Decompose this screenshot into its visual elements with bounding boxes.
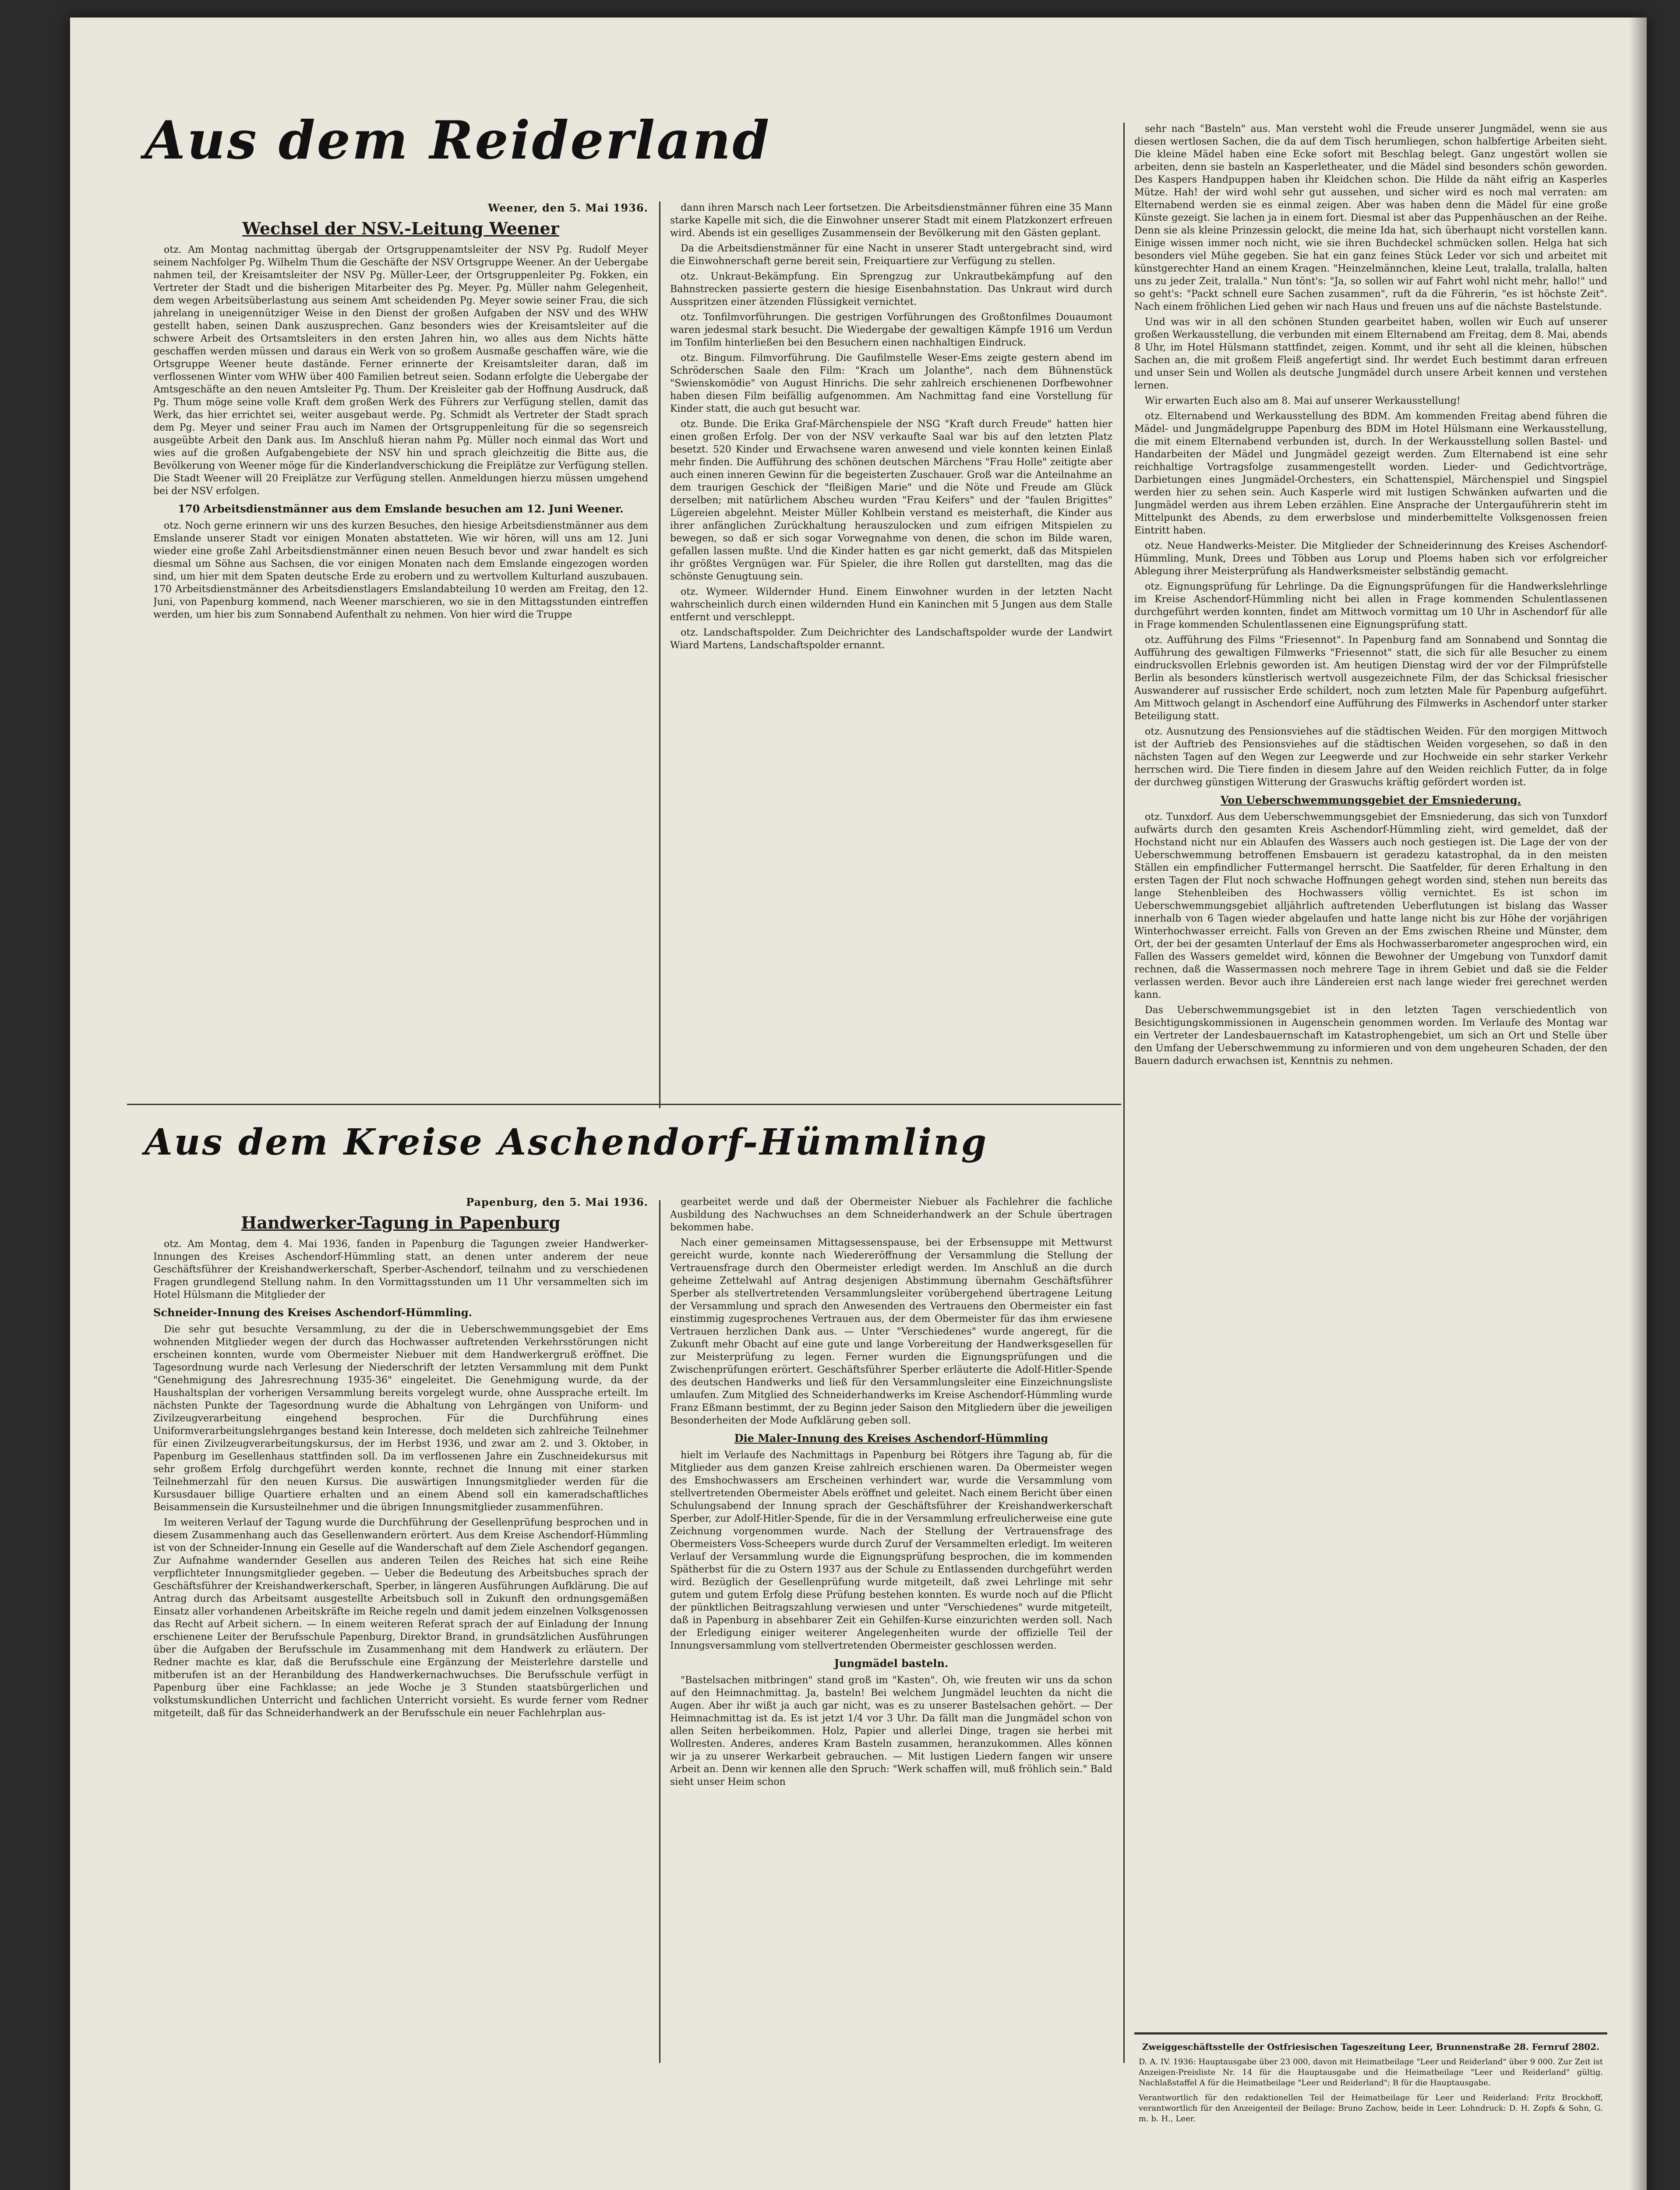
section-masthead-reiderland: Aus dem Reiderland bbox=[145, 110, 771, 171]
column-2-top bbox=[670, 201, 1112, 1099]
column-rule bbox=[659, 201, 660, 1108]
imprint-box bbox=[1139, 2041, 1603, 2186]
imprint-line: D. A. IV. 1936: Hauptausgabe über 23 000, davon mit Heimatbeilage "Leer und Reiderland" über 9 000. Zur Zeit ist Anzeigen-Preisliste Nr. 14 für die Hauptausgabe und die Heimatbeilage "Leer und Reiderland" gültig. Nachlaßstaffel A für die Heimatbeilage "Leer und Reiderland"; B für die Hauptausgabe. bbox=[1139, 2057, 1603, 2088]
news-item: otz. Unkraut-Bekämpfung. Ein Sprengzug zur Unkrautbekämpfung auf den Bahnstrecken passierte gestern die hiesige Eisenbahnstation. Das Unkraut wird durch Ausspritzen einer ätzenden Flüssigkeit vernichtet. bbox=[670, 271, 1112, 307]
article-paragraph: "Bastelsachen mitbringen" stand groß im "Kasten". Oh, wie freuten wir uns da schon auf den Heimnachmittag. Ja, basteln! Bei welchem Jungmädel leuchten da nicht die Augen. Aber ihr wißt ja auch gar nicht, was es zu unserer Bastelsachen gehört. — Der Heimnachmittag ist da. Es ist jetzt 1/4 vor 3 Uhr. Da fällt man die Jungmädel schon von allen Seiten herbeikommen. Holz, Papier und allerlei Dinge, tragen sie herbei mit Wollresten. Anderes, anderes Kram Basteln zusammen, heranzukommen. Alles können wir ja zu unserer Werkarbeit gebrauchen. — Mit lustigen Liedern fangen wir unsere Arbeit an. Denn wir kennen alle den Spruch: "Werk schaffen will, muß fröhlich sein." Bald sieht unser Heim schon bbox=[670, 1675, 1112, 1787]
imprint-line: Verantwortlich für den redaktionellen Teil der Heimatbeilage für Leer und Reiderland: Fritz Brockhoff, verantwortlich für den Anzeigenteil der Beilage: Bruno Zachow, beide in Leer. Lohndruck: D. H. Zopfs & Sohn, G. m. b. H., Leer. bbox=[1139, 2093, 1603, 2123]
column-1-top bbox=[153, 201, 648, 1099]
newspaper-page bbox=[70, 18, 1647, 2190]
column-1-bottom bbox=[153, 1196, 648, 2054]
section-masthead-aschendorf: Aus dem Kreise Aschendorf-Hümmling bbox=[145, 1121, 988, 1163]
article-headline: Wechsel der NSV.-Leitung Weener bbox=[242, 219, 559, 238]
footer-divider bbox=[1134, 2032, 1607, 2035]
article-subheadline: Jungmädel basteln. bbox=[834, 1657, 949, 1670]
article-headline: Handwerker-Tagung in Papenburg bbox=[241, 1213, 561, 1233]
article-paragraph: otz. Tunxdorf. Aus dem Ueberschwemmungsgebiet der Emsniederung, das sich von Tunxdorf aufwärts durch den gesamten Kreis Aschendorf-Hümmling zieht, wird gemeldet, daß der Hochstand nicht nur ein Ablaufen des Wassers auch noch gestiegen ist. Die Lage der von der Ueberschwemmung betroffenen Emsbauern ist geradezu katastrophal, da in den meisten Ställen ein empfindlicher Futtermangel herrscht. Die Saatfelder, für deren Erhaltung in den ersten Tagen der Flut noch schwache Hoffnungen gehegt worden sind, stehen nun bereits das lange Stehenbleiben des Hochwassers völlig vernichtet. Es ist schon im Ueberschwemmungsgebiet alljährlich auftretenden Ueberflutungen ist bislang das Wasser innerhalb von 6 Tagen wieder abgelaufen und hatte lange nicht bis zur Höhe der vorjährigen Winterhochwasser erreicht. Falls von Greven an der Ems zwischen Rheine und Münster, dem Ort, der bei der gesamten Unterlauf der Ems als Hochwasserbarometer angesprochen wird, ein Fallen des Wassers gemeldet wird, können die Bewohner der Umgebung von Tunxdorf damit rechnen, daß die Wassermassen noch mehrere Tage in ihrem Gebiet und daß sie die Felder verlassen werden. Bevor auch ihre Ländereien erst nach lange wieder frei gerechnet werden kann. bbox=[1134, 812, 1607, 1000]
article-paragraph: Im weiteren Verlauf der Tagung wurde die Durchführung der Gesellenprüfung besprochen und in diesem Zusammenhang auch das Gesellenwandern erörtert. Aus dem Kreise Aschendorf-Hümmling ist von der Schneider-Innung ein Geselle auf die Wanderschaft auf dem Ziele Aschendorf gegangen. Zur Aufnahme wandernder Gesellen aus anderen Teilen des Reiches hat sich eine Reihe verpflichteter Innungsmitglieder gegeben. — Ueber die Bedeutung des Arbeitsbuches sprach der Geschäftsführer der Kreishandwerkerschaft, Sperber, in längeren Ausführungen Aufklärung. Die auf Antrag durch das Arbeitsamt ausgestellte Arbeitsbuch soll in Zukunft den ordnungsgemäßen Einsatz aller vorhandenen Arbeitskräfte im Reiche regeln und damit jedem einzelnen Volksgenossen das Recht auf Arbeit sichern. — In einem weiteren Referat sprach der auf Einladung der Innung erschienene Leiter der Berufsschule Papenburg, Direktor Brand, in grundsätzlichen Ausführungen über die Aufgaben der Berufsschule im Zusammenhang mit dem Handwerk zu erläutern. Der Redner machte es klar, daß die Berufsschule eine Ergänzung der Meisterlehre darstelle und mitberufen ist an der Heranbildung des Handwerkernachwuchses. Die Berufsschule verfügt in Papenburg über eine Fachklasse; an jede Woche je 3 Stunden staatsbürgerlichen und volkstumskundlichen Unterricht und fachlichen Unterricht vorsieht. Es wurde ferner vom Redner mitgeteilt, daß für das Schneiderhandwerk an der Berufsschule ein neuer Fachlehrplan aus- bbox=[153, 1517, 648, 1719]
article-paragraph: otz. Am Montag nachmittag übergab der Ortsgruppenamtsleiter der NSV Pg. Rudolf Meyer seinem Nachfolger Pg. Wilhelm Thum die Geschäfte der NSV Ortsgruppe Weener. An der Uebergabe nahmen teil, der Kreisamtsleiter der NSV Pg. Müller-Leer, der Ortsgruppenleiter Pg. Fokken, ein Vertreter der Stadt und die bisherigen Mitarbeiter des Pg. Meyer. Pg. Müller nahm Gelegenheit, dem wegen Arbeitsüberlastung aus seinem Amt scheidenden Pg. Meyer sowie seiner Frau, die sich jahrelang in uneigennütziger Weise in den Dienst der großen Aufgaben der NSV und des WHW gestellt haben, seinen Dank auszusprechen. Ganz besonders wies der Kreisamtsleiter auf die schwere Arbeit des Ortsamtsleiters in den ersten Jahren hin, wo alles aus dem Nichts hätte geschaffen werden müssen und daraus ein Werk von so großem Ausmaße geschaffen wäre, wie die Ortsgruppe Weener heute dastände. Ferner erinnerte der Kreisamtsleiter daran, daß im verflossenen Winter vom WHW über 400 Familien betreut seien. Sodann erfolgte die Uebergabe der Amtsgeschäfte an den neuen Amtsleiter Pg. Thum. Der Kreisleiter gab der Hoffnung Ausdruck, daß Pg. Thum möge seine volle Kraft dem großen Werk des Führers zur Verfügung stellen, damit das Werk, das hier errichtet sei, weiter ausgebaut werde. Pg. Schmidt als Vertreter der Stadt sprach dem Pg. Meyer und seiner Frau auch im Namen der Ortsgruppenleitung für die so segensreich ausgeübte Arbeit den Dank aus. Im Anschluß hieran nahm Pg. Müller noch einmal das Wort und wies auf die großen Aufgabengebiete der NSV hin und sprach gleichzeitig die Bitte aus, die Bevölkerung von Weener möge für die Kinderlandverschickung die Freiplätze zur Verfügung stellen. Die Stadt Weener will 20 Freiplätze zur Verfügung stellen. Anmeldungen hierzu müssen umgehend bei der NSV erfolgen. bbox=[153, 244, 648, 497]
news-item: otz. Tonfilmvorführungen. Die gestrigen Vorführungen des Großtonfilmes Douaumont waren jedesmal stark besucht. Die Wiedergabe der gewaltigen Kämpfe 1916 um Verdun im Tonfilm hinterließen bei den Besuchern einen nachhaltigen Eindruck. bbox=[670, 312, 1112, 348]
imprint-title: Zweiggeschäftsstelle der Ostfriesischen Tageszeitung Leer, Brunnenstraße 28. Fernruf 2802. bbox=[1142, 2042, 1600, 2052]
article-paragraph: Nach einer gemeinsamen Mittagsessenspause, bei der Erbsensuppe mit Mettwurst gereicht wurde, konnte nach Wiedereröffnung der Versammlung die Stellung der Vertrauensfrage durch den Obermeister erledigt werden. Im Anschluß an die durch geheime Zettelwahl auf Antrag desjenigen Abstimmung übernahm Geschäftsführer Sperber als stellvertretenden Versammlungsleiter vorübergehend übertragene Leitung der Versammlung und sprach den Anwesenden des Vertrauens den Obermeister ein fast einstimmig zugesprochenes Vertrauen aus, der dem Obermeister für das ihm erwiesene Vertrauen herzlichen Dank aus. — Unter "Verschiedenes" wurde angeregt, für die Zukunft mehr Obacht auf eine gute und lange Vorbereitung der Handwerksgesellen für zur Meisterprüfung zu legen. Ferner wurden die Eignungsprüfungen und die Zwischenprüfungen erörtert. Geschäftsführer Sperber erläuterte die Adolf-Hitler-Spende des deutschen Handwerks und ließ für den Versammlungsleiter eine Einzeichnungsliste umlaufen. Zum Mitglied des Schneiderhandwerks im Kreise Aschendorf-Hümmling wurde Franz Eßmann bestimmt, der zu Beginn jeder Saison den Mitgliedern über die jeweiligen Besonderheiten der Mode Aufklärung geben soll. bbox=[670, 1237, 1112, 1426]
dateline: Papenburg, den 5. Mai 1936. bbox=[466, 1196, 648, 1208]
news-item: otz. Eignungsprüfung für Lehrlinge. Da die Eignungsprüfungen für die Handwerkslehrlinge im Kreise Aschendorf-Hümmling nicht bei allen in Frage kommenden Schulentlassenen durchgeführt werden konnten, findet am Mittwoch vormittag um 10 Uhr in Aschendorf für alle in Frage kommenden Schulentlassenen eine Eignungsprüfung statt. bbox=[1134, 581, 1607, 630]
news-item: otz. Landschaftspolder. Zum Deichrichter des Landschaftspolder wurde der Landwirt Wiard Martens, Landschaftspolder ernannt. bbox=[670, 627, 1112, 651]
column-2-bottom bbox=[670, 1196, 1112, 2054]
article-paragraph: Die sehr gut besuchte Versammlung, zu der die in Ueberschwemmungsgebiet der Ems wohnenden Mitglieder wegen der durch das Hochwasser auftretenden Verkehrsstörungen nicht erscheinen konnten, wurde vom Obermeister Niebuer mit dem Handwerkergruß eröffnet. Die Tagesordnung wurde nach Verlesung der Niederschrift der letzten Versammlung mit dem Punkt "Genehmigung des Jahresrechnung 1935-36" eingeleitet. Die Genehmigung wurde, da der Haushaltsplan der vorherigen Versammlung bereits vorgelegt wurde, ohne Aussprache erteilt. Im nächsten Punkte der Tagesordnung wurde die Abhaltung von Lehrgängen von Uniform- und Zivilzeugverarbeitung eingehend besprochen. Für die Durchführung eines Uniformverarbeitungslehrganges bestand kein Interesse, doch meldeten sich zahlreiche Teilnehmer für einen Zivilzeugverarbeitungskursus, der im Herbst 1936, und zwar am 2. und 3. Oktober, in Papenburg im Gesellenhaus stattfinden soll. Da im verflossenen Jahre ein Zuschneidekursus mit sehr großem Erfolg durchgeführt werden konnte, rechnet die Innung mit einer starken Teilnehmerzahl für den neuen Kursus. Die auswärtigen Innungsmitglieder werden für die Kursusdauer billige Quartiere erhalten und an einem Abend soll ein kameradschaftliches Beisammensein die Kursusteilnehmer und die übrigen Innungsmitglieder zusammenführen. bbox=[153, 1324, 648, 1513]
column-rule bbox=[659, 1200, 660, 2063]
news-item: otz. Ausnutzung des Pensionsviehes auf die städtischen Weiden. Für den morgigen Mittwoch ist der Auftrieb des Pensionsviehes auf die städtischen Weiden vorgesehen, so daß in den nächsten Tagen auf den Wegen zur Leegwerde und zur Hochweide ein sehr starker Verkehr herrschen wird. Die Tiere finden in diesem Jahre auf den Weiden reichlich Futter, da in folge der durchweg günstigen Witterung der Graswuchs kräftig gefördert worden ist. bbox=[1134, 726, 1607, 788]
article-subheadline: Die Maler-Innung des Kreises Aschendorf-Hümmling bbox=[734, 1432, 1048, 1445]
news-item: otz. Bunde. Die Erika Graf-Märchenspiele der NSG "Kraft durch Freude" hatten hier einen großen Erfolg. Der von der NSV verkaufte Saal war bis auf den letzten Platz besetzt. 520 Kinder und Erwachsene waren anwesend und viele konnten keinen Einlaß mehr finden. Die Aufführung des schönen deutschen Märchens "Frau Holle" zeitigte aber auch einen inneren Gewinn für die begeisterten Zuschauer. Groß war die Anteilnahme an dem traurigen Geschick der "fleißigen Marie" und die Nöte und Freude am Glück derselben; mit natürlichem Abscheu wurden "Frau Keifers" und der "faulen Brigittes" Lügereien abgelehnt. Meister Müller Kohlbein verstand es meisterhaft, die Kinder aus ihrer anfänglichen Zurückhaltung herauszulocken und zum eifrigen Mitspielen zu bewegen, so daß er sich sogar Vorwegnahme von denen, die schon im Bilde waren, gefallen lassen mußte. Und die Kinder hatten es gar nicht gemerkt, daß das Mitspielen ihr größtes Vergnügen war. Für Spieler, die ihre Rollen gut darstellten, mag das die schönste Genugtuung sein. bbox=[670, 419, 1112, 582]
news-item: otz. Neue Handwerks-Meister. Die Mitglieder der Schneiderinnung des Kreises Aschendorf-Hümmling, Munk, Drees und Többen aus Lorup und Ploems haben sich vor erfolgreicher Ablegung ihrer Meisterprüfung als Handwerksmeister selbständig gemacht. bbox=[1134, 540, 1607, 577]
article-paragraph: Das Ueberschwemmungsgebiet ist in den letzten Tagen verschiedentlich von Besichtigungskommissionen in Augenschein genommen worden. Im Verlaufe des Montag war ein Vertreter der Landesbauernschaft im Katastrophengebiet, um sich an Ort und Stelle über den Umfang der Ueberschwemmung zu informieren und von dem ungeheuren Schaden, der den Bauern dadurch erwachsen ist, Kenntnis zu nehmen. bbox=[1134, 1005, 1607, 1067]
column-rule bbox=[1123, 123, 1125, 2063]
article-paragraph: hielt im Verlaufe des Nachmittags in Papenburg bei Rötgers ihre Tagung ab, für die Mitglieder aus dem ganzen Kreise zahlreich erschienen waren. Da Obermeister wegen des Emshochwassers am Erscheinen verhindert war, wurde die Versammlung vom stellvertretenden Obermeister Abels eröffnet und geleitet. Nach einem Bericht über einen Schulungsabend der Innung sprach der Geschäftsführer der Kreishandwerkerschaft Sperber, zur Adolf-Hitler-Spende, für die in der Versammlung erfreulicherweise eine gute Zeichnung vorgenommen wurde. Nach der Stellung der Vertrauensfrage des Obermeisters Voss-Scheepers wurde durch Zuruf der Versammelten erledigt. Im weiteren Verlauf der Versammlung wurde die Eignungsprüfung besprochen, die im kommenden Spätherbst für die zu Ostern 1937 aus der Schule zu Entlassenden durchgeführt werden wird. Bezüglich der Gesellenprüfung wurde mitgeteilt, daß zwei Lehrlinge mit sehr gutem und gutem Erfolg diese Prüfung bestehen konnten. Es wurde noch auf die Pflicht der pünktlichen Beitragszahlung verwiesen und unter "Verschiedenes" wurde mitgeteilt, daß in Papenburg in absehbarer Zeit ein Gehilfen-Kurse einzurichten werden soll. Nach der Erledigung einiger weiterer Angelegenheiten wurde der offizielle Teil der Innungsversammlung vom stellvertretenden Obermeister geschlossen werden. bbox=[670, 1450, 1112, 1651]
news-item: otz. Bingum. Filmvorführung. Die Gaufilmstelle Weser-Ems zeigte gestern abend im Schröderschen Saale den Film: "Krach um Jolanthe", nach dem Bühnenstück "Swienskomödie" von August Hinrichs. Die sehr zahlreich erschienenen Dorfbewohner haben diesen Film beifällig aufgenommen. Am Nachmittag fand eine Vorstellung für Kinder statt, die auch gut besucht war. bbox=[670, 353, 1112, 414]
section-divider bbox=[127, 1104, 1121, 1105]
article-paragraph: gearbeitet werde und daß der Obermeister Niebuer als Fachlehrer die fachliche Ausbildung des Nachwuchses an dem Schneiderhandwerk an der Schule übertragen bekommen habe. bbox=[670, 1197, 1112, 1233]
news-item: otz. Wymeer. Wildernder Hund. Einem Einwohner wurden in der letzten Nacht wahrscheinlich durch einen wildernden Hund ein Kaninchen mit 5 Jungen aus dem Stalle entfernt und verschleppt. bbox=[670, 586, 1112, 623]
article-paragraph: Wir erwarten Euch also am 8. Mai auf unserer Werkausstellung! bbox=[1145, 396, 1461, 406]
news-item: otz. Aufführung des Films "Friesennot". In Papenburg fand am Sonnabend und Sonntag die Aufführung des gewaltigen Filmwerks "Friesennot" statt, die sich für alle Besucher zu einem eindrucksvollen Erlebnis geworden ist. Am heutigen Dienstag wird der vor der Filmprüfstelle Berlin als besonders künstlerisch wertvoll ausgezeichnete Film, der das Schicksal friesischer Auswanderer auf russischer Erde schildert, noch zum letzten Male für Papenburg aufgeführt. Am Mittwoch gelangt in Aschendorf eine Aufführung des Filmwerks in Aschendorf unter starker Beteiligung statt. bbox=[1134, 635, 1607, 722]
article-subheadline: 170 Arbeitsdienstmänner aus dem Emslande besuchen am 12. Juni Weener. bbox=[178, 502, 624, 515]
article-paragraph: otz. Noch gerne erinnern wir uns des kurzen Besuches, den hiesige Arbeitsdienstmänner aus dem Emslande unserer Stadt vor einigen Monaten abstatteten. Wie wir hören, will uns am 12. Juni wieder eine große Zahl Arbeitsdienstmänner einen neuen Besuch bevor und zwar handelt es sich diesmal um Söhne aus Sachsen, die vor einigen Monaten nach dem Emslande eingezogen worden sind, um hier mit dem Spaten deutsche Erde zu erobern und zu wertvollem Kulturland auszubauen. 170 Arbeitsdienstmänner des Arbeitsdienstlagers Emslandabteilung 10 werden am Freitag, den 12. Juni, von Papenburg kommend, nach Weener marschieren, wo sie in den Mittagsstunden eintreffen werden, um hier bis zum Sonnabend Aufenthalt zu nehmen. Von hier wird die Truppe bbox=[153, 520, 648, 620]
dateline: Weener, den 5. Mai 1936. bbox=[488, 201, 648, 214]
article-paragraph: otz. Am Montag, dem 4. Mai 1936, fanden in Papenburg die Tagungen zweier Handwerker-Innungen des Kreises Aschendorf-Hümmling statt, an denen unter anderem der neue Geschäftsführer der Kreishandwerkerschaft, Sperber-Aschendorf, teilnahm und zu verschiedenen Fragen grundlegend Stellung nahm. In den Vormittagsstunden um 11 Uhr versammelten sich im Hotel Hülsmann die Mitglieder der bbox=[153, 1239, 648, 1300]
article-paragraph: sehr nach "Basteln" aus. Man versteht wohl die Freude unserer Jungmädel, wenn sie aus diesen wertlosen Sachen, die da auf dem Tisch herumliegen, schon halbfertige Arbeiten sieht. Die kleine Mädel haben eine Ecke sofort mit Beschlag belegt. Ganz ungestört wollen sie arbeiten, denn sie basteln an Kasperletheater, und die Mädel sind besonders schön geworden. Des Kaspers Handpuppen haben ihr Kleidchen schon. Die Hilde da näht eifrig an Kasperles Mütze. Hah! der wird wohl sehr gut aussehen, und sicher wird es noch mal verraten: am Elternabend werden sie es einmal zeigen. Aber was haben denn die Mädel für eine große Künste gezeigt. Sie lachen ja in einem fort. Diesmal ist aber das Puppenhäuschen an der Reihe. Denn sie als kleine Prinzessin gelockt, die meine Ida hat, sich überhaupt nicht vorstellen kann. Einige wissen immer noch nicht, wie sie ihren Buchdeckel schmücken sollen. Helga hat sich besonders viel Mühe gegeben. Sie hat ein ganz feines Stück Leder vor sich und arbeitet mit künstgerechter Hand an einem Kragen. "Heinzelmännchen, kleine Leut, tralalla, tralalla, halten uns zu jeder Zeit, tralalla." Nun tönt's: "Ja, so sollen wir auf Fahrt wohl nicht mehr, hallo!" und so geht's: "Packt schnell eure Sachen zusammen", ruft da die Führerin, "es ist höchste Zeit". Nach einem fröhlichen Lied gehen wir nach Haus und freuen uns auf die nächste Bastelstunde. bbox=[1134, 124, 1607, 312]
article-subheadline: Von Ueberschwemmungsgebiet der Emsniederung. bbox=[1220, 794, 1521, 806]
column-3 bbox=[1134, 123, 1607, 2024]
article-subheadline: Schneider-Innung des Kreises Aschendorf-Hümmling. bbox=[153, 1306, 473, 1319]
article-paragraph: Und was wir in all den schönen Stunden gearbeitet haben, wollen wir Euch auf unserer großen Werkausstellung, die verbunden mit einem Elternabend am Freitag, dem 8. Mai, abends 8 Uhr, im Hotel Hülsmann stattfindet, zeigen. Kommt, und ihr seht all die kleinen, hübschen Sachen an, die mit großem Fleiß angefertigt sind. Ihr werdet Euch bestimmt daran erfreuen und unser Sein und Wollen als deutsche Jungmädel durch unsere Arbeit kennen und verstehen lernen. bbox=[1134, 317, 1607, 391]
article-paragraph: dann ihren Marsch nach Leer fortsetzen. Die Arbeitsdienstmänner führen eine 35 Mann starke Kapelle mit sich, die die Einwohner unserer Stadt mit einem Platzkonzert erfreuen wird. Abends ist ein geselliges Zusammensein der Bevölkerung mit den Gästen geplant. bbox=[670, 202, 1112, 239]
article-paragraph: Da die Arbeitsdienstmänner für eine Nacht in unserer Stadt untergebracht sind, wird die Einwohnerschaft gerne bereit sein, Freiquartiere zur Verfügung zu stellen. bbox=[670, 243, 1112, 267]
news-item: otz. Elternabend und Werkausstellung des BDM. Am kommenden Freitag abend führen die Mädel- und Jungmädelgruppe Papenburg des BDM im Hotel Hülsmann eine Werkausstellung, die mit einem Elternabend verbunden ist, durch. In der Werkausstellung sollen Bastel- und Handarbeiten der Mädel und Jungmädel gezeigt werden. Zum Elternabend ist eine sehr reichhaltige Vortragsfolge zusammengestellt worden. Lieder- und Gedichtvorträge, Darbietungen eines Jungmädel-Orchesters, ein Schattenspiel, Märchenspiel und Singspiel werden hier zu sehen sein. Auch Kasperle wird mit lustigen Schwänken aufwarten und die Jungmädel werden aus ihrem Leben erzählen. Eine Ansprache der Untergauführerin steht im Mittelpunkt des Abends, zu dem erwerbslose und minderbemittelte Volksgenossen freien Eintritt haben. bbox=[1134, 411, 1607, 536]
